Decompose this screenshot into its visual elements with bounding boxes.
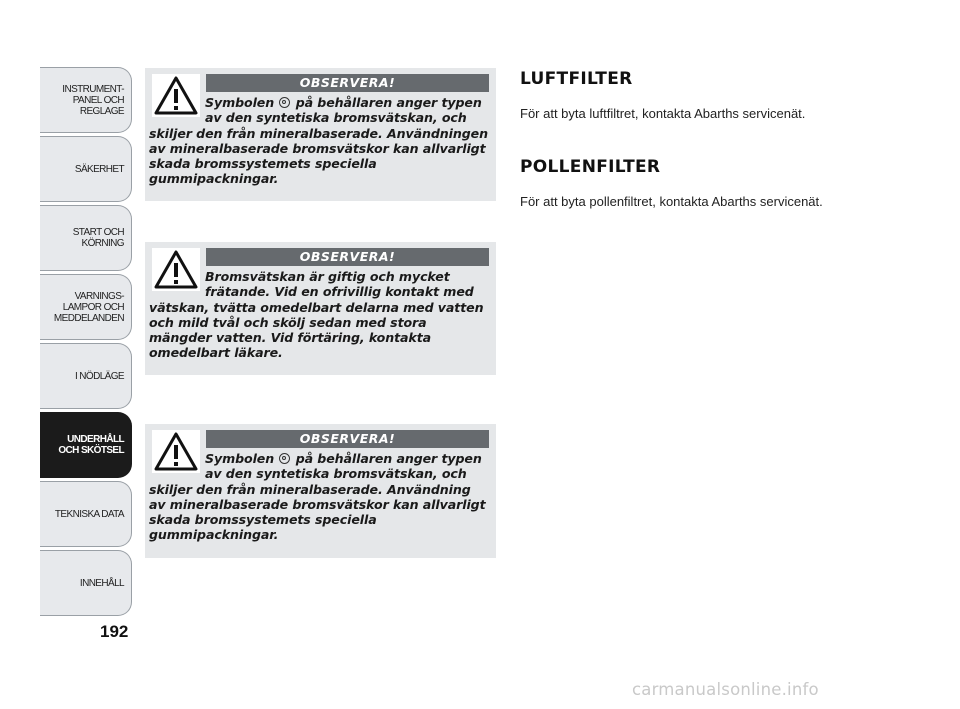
tab-tekniska-data[interactable]: TEKNISKA DATA [40,481,132,547]
page-number: 192 [100,622,129,641]
section-heading-pollenfilter: POLLENFILTER [520,157,661,177]
warning-text [149,451,490,543]
warning-text-lead: Symbolen [205,451,275,466]
section-heading-luftfilter: LUFTFILTER [520,69,633,89]
warning-title: OBSERVERA! [206,74,489,92]
warning-text-lead: Symbolen [205,95,275,110]
warning-box [145,242,496,375]
tab-instrumentpanel[interactable]: INSTRUMENT- PANEL OCH REGLAGE [40,67,132,133]
section-body-pollenfilter: För att byta pollenfiltret, kontakta Abarths servicenät. [520,194,823,209]
tab-start-och-korning[interactable]: START OCH KÖRNING [40,205,132,271]
tab-i-nodlage[interactable]: I NÖDLÄGE [40,343,132,409]
warning-text: Bromsvätskan är giftig och mycket frätande. Vid en ofrivillig kontakt med vätskan, tvätta omedelbart delarna med vatten och mild tvål och skölj sedan med stora mängder vatten. Vid förtäring, kontakta omedelbart läkare. [149,269,484,361]
warning-box [145,68,496,201]
tab-innehall[interactable]: INNEHÅLL [40,550,132,616]
warning-text [149,95,490,187]
tab-underhall-och-skotsel[interactable]: UNDERHÅLL OCH SKÖTSEL [40,412,132,478]
warning-text-rest: på behållaren anger typen av den syntetiska bromsvätskan, och skiljer den från mineralbaserade. Användningen av mineralbaserade bromsvätskor kan allvarligt skada bromssystemets speciella gummipackningar. [149,95,488,187]
warning-title: OBSERVERA! [206,430,489,448]
tab-varningslampor[interactable]: VARNINGS- LAMPOR OCH MEDDELANDEN [40,274,132,340]
warning-title: OBSERVERA! [206,248,489,266]
warning-text-rest: på behållaren anger typen av den syntetiska bromsvätskan, och skiljer den från mineralbaserade. Användning av mineralbaserade bromsvätskor kan allvarligt skada bromssystemets speciella gummipackningar. [149,451,486,543]
section-body-luftfilter: För att byta luftfiltret, kontakta Abarths servicenät. [520,106,806,121]
synthetic-fluid-symbol-icon [279,453,290,464]
warning-box [145,424,496,558]
tab-sakerhet[interactable]: SÄKERHET [40,136,132,202]
watermark: carmanualsonline.info [632,680,819,699]
synthetic-fluid-symbol-icon [279,97,290,108]
